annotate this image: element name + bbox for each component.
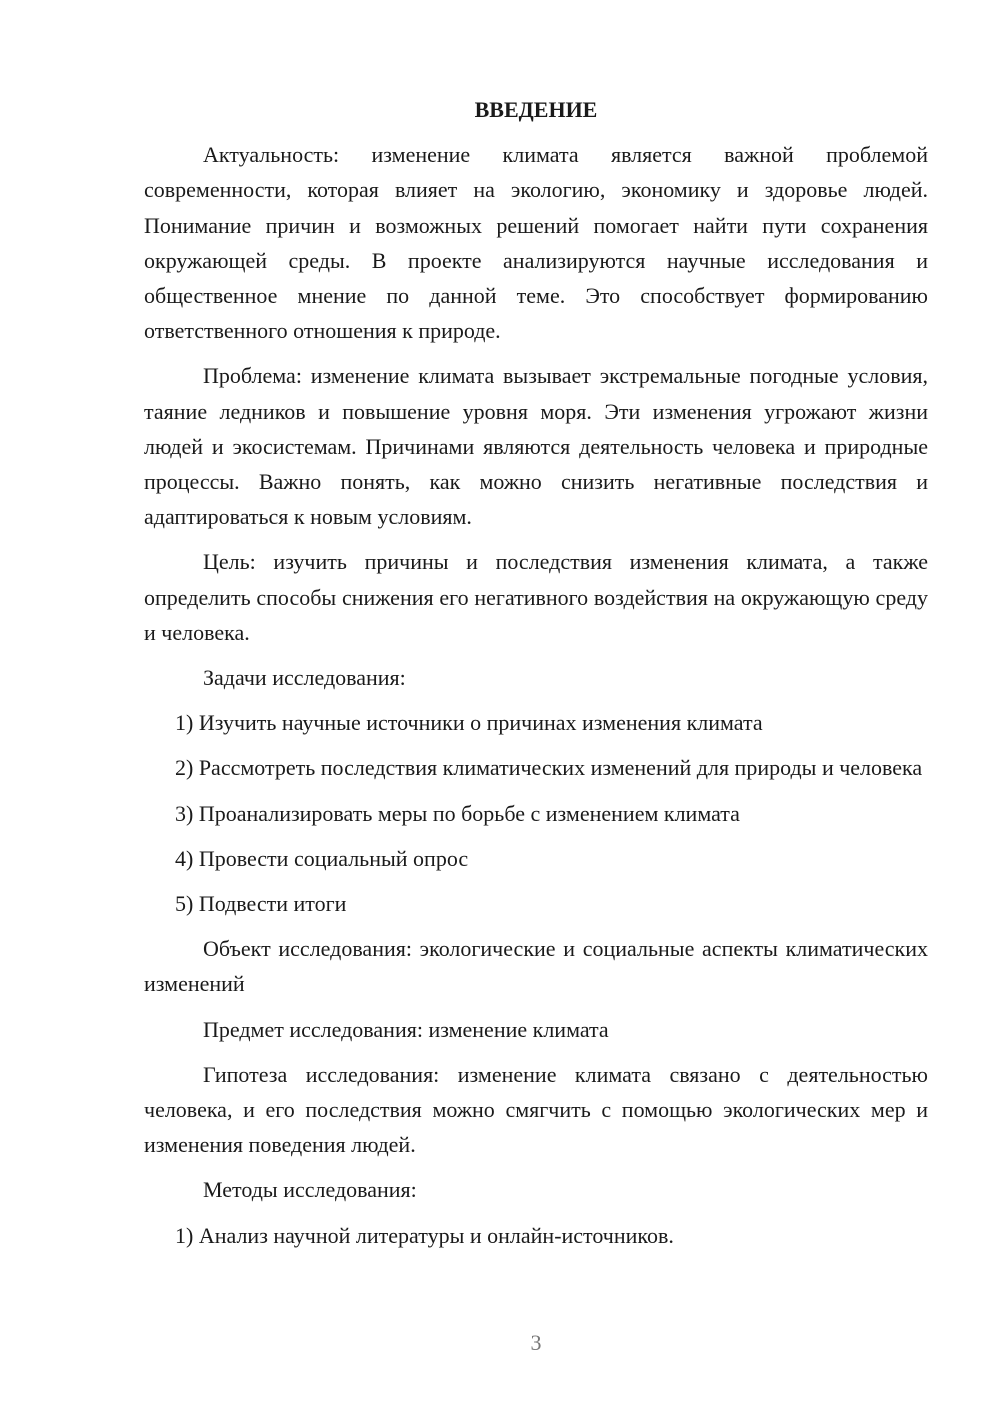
method-item-1: 1) Анализ научной литературы и онлайн-источников. [175, 1222, 674, 1248]
task-item-3: 3) Проанализировать меры по борьбе с изменением климата [175, 800, 740, 826]
page-number: 3 [530, 1330, 542, 1355]
tasks-heading: Задачи исследования: [203, 665, 406, 691]
task-item-4: 4) Провести социальный опрос [175, 845, 469, 871]
problem-paragraph: Проблема: изменение климата вызывает экстремальные погодные условия, таяние ледников и повышение уровня моря. Эти изменения угрожают жизни людей и экосистемам. Причинами являются деятельность человека и природные процессы. Важно понять, как можно снизить негативные последствия и адаптироваться к новым условиям. [144, 363, 928, 530]
task-item-2: 2) Рассмотреть последствия климатических изменений для природы и человека [175, 755, 923, 781]
hypothesis-paragraph: Гипотеза исследования: изменение климата связано с деятельностью человека, и его последствия можно смягчить с помощью экологических мер и изменения поведения людей. [144, 1061, 928, 1158]
page-title: ВВЕДЕНИЕ [474, 97, 598, 122]
document-page [144, 92, 928, 1263]
task-item-5: 5) Подвести итоги [175, 891, 347, 917]
subject-paragraph: Предмет исследования: изменение климата [203, 1016, 609, 1042]
relevance-paragraph: Актуальность: изменение климата является важной проблемой современности, которая влияет на экологию, экономику и здоровье людей. Понимание причин и возможных решений помогает найти пути сохранения окружающей среды. В проекте анализируются научные исследования и общественное мнение по данной теме. Это способствует формированию ответственного отношения к природе. [144, 142, 928, 344]
object-paragraph: Объект исследования: экологические и социальные аспекты климатических изменений [144, 936, 928, 997]
task-item-1: 1) Изучить научные источники о причинах изменения климата [175, 710, 763, 736]
goal-paragraph: Цель: изучить причины и последствия изменения климата, а также определить способы снижения его негативного воздействия на окружающую среду и человека. [144, 549, 928, 645]
methods-heading: Методы исследования: [203, 1177, 417, 1203]
